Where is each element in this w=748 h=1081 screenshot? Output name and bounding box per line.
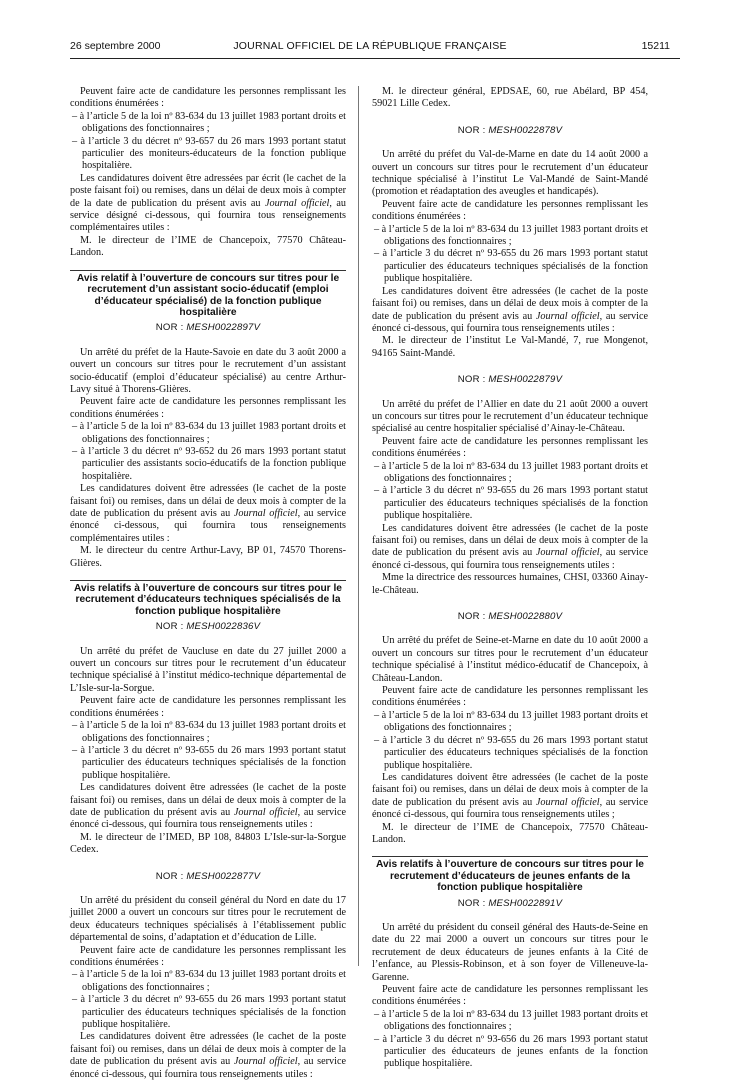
header-rule: [70, 58, 680, 59]
paragraph: Peuvent faire acte de candidature les personnes remplissant les conditions énumérées :: [372, 198, 648, 223]
condition-item: – à l’article 3 du décret nº 93-655 du 26 mars 1993 portant statut particulier des éducateurs techniques spécialisés de la fonction publique hospitalière.: [374, 485, 648, 522]
notice-continued: [372, 86, 648, 111]
address: M. le directeur du centre Arthur-Lavy, BP 01, 74570 Thorens-Glières.: [70, 545, 346, 569]
paragraph: Peuvent faire acte de candidature les personnes remplissant les conditions énumérées :: [372, 984, 648, 1008]
condition-item: – à l’article 5 de la loi nº 83-634 du 13 juillet 1983 portant droits et obligations des fonctionnaires ;: [72, 421, 346, 445]
notice-section: [70, 583, 346, 857]
address: M. le directeur de l’institut Le Val-Mandé, 7, rue Mongenot, 94165 Saint-Mandé.: [372, 335, 648, 359]
notice-continued: [70, 86, 346, 260]
nor-reference: NOR : MESH0022879V: [457, 374, 563, 386]
notice-section: [372, 859, 648, 1071]
paragraph: Un arrêté du préfet de Seine-et-Marne en date du 10 août 2000 a ouvert un concours sur titres pour le recrutement d’un éducateur technique spécialisé à l’institut médico-éducatif de Chancepoix, à Château-Landon.: [372, 635, 648, 684]
paragraph: Un arrêté du préfet du Val-de-Marne en date du 14 août 2000 a ouvert un concours sur titres pour le recrutement d’un éducateur technique spécialisé à l’institut Le Val-Mandé de Saint-Mandé (promotion et réadaptation des aveugles et handicapés).: [372, 149, 648, 198]
journal-title: JOURNAL OFFICIEL DE LA RÉPUBLIQUE FRANÇAISE: [233, 40, 507, 52]
condition-item: – à l’article 5 de la loi nº 83-634 du 13 juillet 1983 portant droits et obligations des fonctionnaires ;: [72, 110, 346, 135]
nor-reference: NOR : MESH0022836V: [155, 621, 261, 633]
nor-reference: NOR : MESH0022878V: [457, 124, 563, 136]
paragraph: Les candidatures doivent être adressées par écrit (le cachet de la poste faisant foi) ou remises, dans un délai de deux mois à compter de la date de publication du présent avis au Journal officiel, au service désigné ci-dessous, qui fournira tous renseignements complémentaires utiles :: [70, 172, 346, 234]
address: Mme la directrice des ressources humaines, CHSI, 03360 Ainay-le-Château.: [372, 572, 648, 596]
notice-section: [70, 871, 346, 1081]
condition-item: – à l’article 3 du décret nº 93-655 du 26 mars 1993 portant statut particulier des éducateurs techniques spécialisés de la fonction publique hospitalière.: [374, 248, 648, 285]
section-rule: [372, 856, 648, 857]
page-number: 15211: [641, 40, 670, 52]
condition-item: – à l’article 5 de la loi nº 83-634 du 13 juillet 1983 portant droits et obligations des fonctionnaires ;: [374, 1008, 648, 1033]
left-column: [70, 86, 346, 1081]
paragraph: Un arrêté du président du conseil général du Nord en date du 17 juillet 2000 a ouvert un concours sur titres pour le recrutement de deux éducateurs techniques spécialisés à l’établissement public départemental de soins, d’adaptation et d’éducation de Lille.: [70, 894, 346, 944]
paragraph: Peuvent faire acte de candidature les personnes remplissant les conditions énumérées :: [70, 396, 346, 420]
paragraph: Un arrêté du préfet de Vaucluse en date du 27 juillet 2000 a ouvert un concours sur titres pour le recrutement d’un éducateur technique spécialisé à l’institut médico-technique départemental de L’Isle-sur-la-Sorgue.: [70, 645, 346, 694]
paragraph: Les candidatures doivent être adressées (le cachet de la poste faisant foi) ou remises, dans un délai de deux mois à compter de la date de publication du présent avis au Journal officiel, au service énoncé ci-dessous, qui fournira tous renseignements utiles :: [70, 782, 346, 831]
column-divider: [358, 86, 359, 966]
condition-item: – à l’article 3 du décret nº 93-652 du 26 mars 1993 portant statut particulier des assistants socio-éducatifs de la fonction publique hospitalière.: [72, 445, 346, 482]
paragraph: Les candidatures doivent être adressées (le cachet de la poste faisant foi) ou remises, dans un délai de deux mois à compter de la date de publication du présent avis au Journal officiel, au service énoncé ci-dessous, qui fournira tous renseignements utiles ;: [372, 771, 648, 821]
address: M. le directeur de l’IMED, BP 108, 84803 L’Isle-sur-la-Sorgue Cedex.: [70, 831, 346, 856]
notice-section: [70, 273, 346, 570]
section-title: Avis relatifs à l’ouverture de concours sur titres pour le recrutement d’éducateurs de jeunes enfants de la fonction publique hospitalière: [376, 859, 644, 894]
section-rule: [70, 580, 346, 581]
condition-item: – à l’article 3 du décret nº 93-656 du 26 mars 1993 portant statut particulier des éducateurs de jeunes enfants de la fonction publique hospitalière.: [374, 1033, 648, 1070]
section-title: Avis relatif à l’ouverture de concours sur titres pour le recrutement d’un assistant socio-éducatif (emploi d’éducateur spécialisé) de la fonction publique hospitalière: [76, 272, 340, 318]
paragraph: Les candidatures doivent être adressées (le cachet de la poste faisant foi) ou remises, dans un délai de deux mois à compter de la date de publication du présent avis au Journal officiel, au service énoncé ci-dessous, qui fournira tous renseignements utiles :: [372, 285, 648, 334]
issue-date: 26 septembre 2000: [70, 40, 161, 52]
address: M. le directeur général, EPDSAE, 60, rue Abélard, BP 454, 59021 Lille Cedex.: [372, 86, 648, 110]
paragraph: Les candidatures doivent être adressées (le cachet de la poste faisant foi) ou remises, dans un délai de deux mois à compter de la date de publication du présent avis au Journal officiel, au service énoncé ci-dessous, qui fournira tous renseignements complémentaires utiles :: [70, 483, 346, 544]
condition-item: – à l’article 5 de la loi nº 83-634 du 13 juillet 1983 portant droits et obligations des fonctionnaires ;: [374, 223, 648, 248]
paragraph: Peuvent faire acte de candidature les personnes remplissant les conditions énumérées :: [372, 435, 648, 460]
paragraph: Les candidatures doivent être adressées (le cachet de la poste faisant foi) ou remises, dans un délai de deux mois à compter de la date de publication du présent avis au Journal officiel, au service énoncé ci-dessous, qui fournira tous renseignements utiles :: [70, 1031, 346, 1080]
condition-item: – à l’article 5 de la loi nº 83-634 du 13 juillet 1983 portant droits et obligations des fonctionnaires ;: [72, 969, 346, 993]
section-title: Avis relatifs à l’ouverture de concours sur titres pour le recrutement d’éducateurs techniques spécialisés de la fonction publique hospitalière: [74, 583, 342, 617]
condition-item: – à l’article 3 du décret nº 93-655 du 26 mars 1993 portant statut particulier des éducateurs techniques spécialisés de la fonction publique hospitalière.: [72, 744, 346, 781]
paragraph: Un arrêté du préfet de l’Allier en date du 21 août 2000 a ouvert un concours sur titres pour le recrutement d’un éducateur technique spécialisé au centre hospitalier spécialisé d’Ainay-le-Château.: [372, 398, 648, 435]
notice-section: [372, 125, 648, 360]
condition-item: – à l’article 3 du décret nº 93-655 du 26 mars 1993 portant statut particulier des éducateurs techniques spécialisés de la fonction publique hospitalière.: [374, 734, 648, 771]
notice-section: [372, 611, 648, 846]
nor-reference: NOR : MESH0022877V: [155, 870, 261, 882]
condition-item: – à l’article 3 du décret nº 93-657 du 26 mars 1993 portant statut particulier des moniteurs-éducateurs de la fonction publique hospitalière.: [72, 135, 346, 172]
paragraph: Un arrêté du président du conseil général des Hauts-de-Seine en date du 22 mai 2000 a ouvert un concours sur titres pour le recrutement de deux éducateurs de jeunes enfants à la Cité de l’enfance, au Plessis-Robinson, et à son foyer de Villeneuve-la-Garenne.: [372, 921, 648, 983]
condition-item: – à l’article 3 du décret nº 93-655 du 26 mars 1993 portant statut particulier des éducateurs techniques spécialisés de la fonction publique hospitalière.: [72, 994, 346, 1031]
address: M. le directeur de l’IME de Chancepoix, 77570 Château-Landon.: [70, 234, 346, 259]
condition-item: – à l’article 5 de la loi nº 83-634 du 13 juillet 1983 portant droits et obligations des fonctionnaires ;: [374, 460, 648, 484]
condition-item: – à l’article 5 de la loi nº 83-634 du 13 juillet 1983 portant droits et obligations des fonctionnaires ;: [374, 709, 648, 734]
address: M. le directeur de l’IME de Chancepoix, 77570 Château-Landon.: [372, 821, 648, 845]
nor-reference: NOR : MESH0022897V: [155, 322, 261, 334]
section-rule: [70, 270, 346, 271]
condition-item: – à l’article 5 de la loi nº 83-634 du 13 juillet 1983 portant droits et obligations des fonctionnaires ;: [72, 720, 346, 744]
right-column: [372, 86, 648, 1071]
nor-reference: NOR : MESH0022880V: [457, 611, 563, 623]
paragraph: Peuvent faire acte de candidature les personnes remplissant les conditions énumérées :: [70, 86, 346, 110]
page-header: [70, 40, 670, 54]
paragraph: Peuvent faire acte de candidature les personnes remplissant les conditions énumérées :: [372, 685, 648, 709]
nor-reference: NOR : MESH0022891V: [457, 897, 563, 909]
paragraph: Les candidatures doivent être adressées (le cachet de la poste faisant foi) ou remises, dans un délai de deux mois à compter de la date de publication du présent avis au Journal officiel, au service énoncé ci-dessous, qui fournira tous renseignements utiles :: [372, 522, 648, 571]
paragraph: Un arrêté du préfet de la Haute-Savoie en date du 3 août 2000 a ouvert un concours sur titres pour le recrutement d’un assistant socio-éducatif (emploi d’éducateur spécialisé) au centre Arthur-Lavy situé à Thorens-Glières.: [70, 346, 346, 395]
paragraph: Peuvent faire acte de candidature les personnes remplissant les conditions énumérées :: [70, 944, 346, 968]
notice-section: [372, 374, 648, 597]
paragraph: Peuvent faire acte de candidature les personnes remplissant les conditions énumérées :: [70, 695, 346, 719]
